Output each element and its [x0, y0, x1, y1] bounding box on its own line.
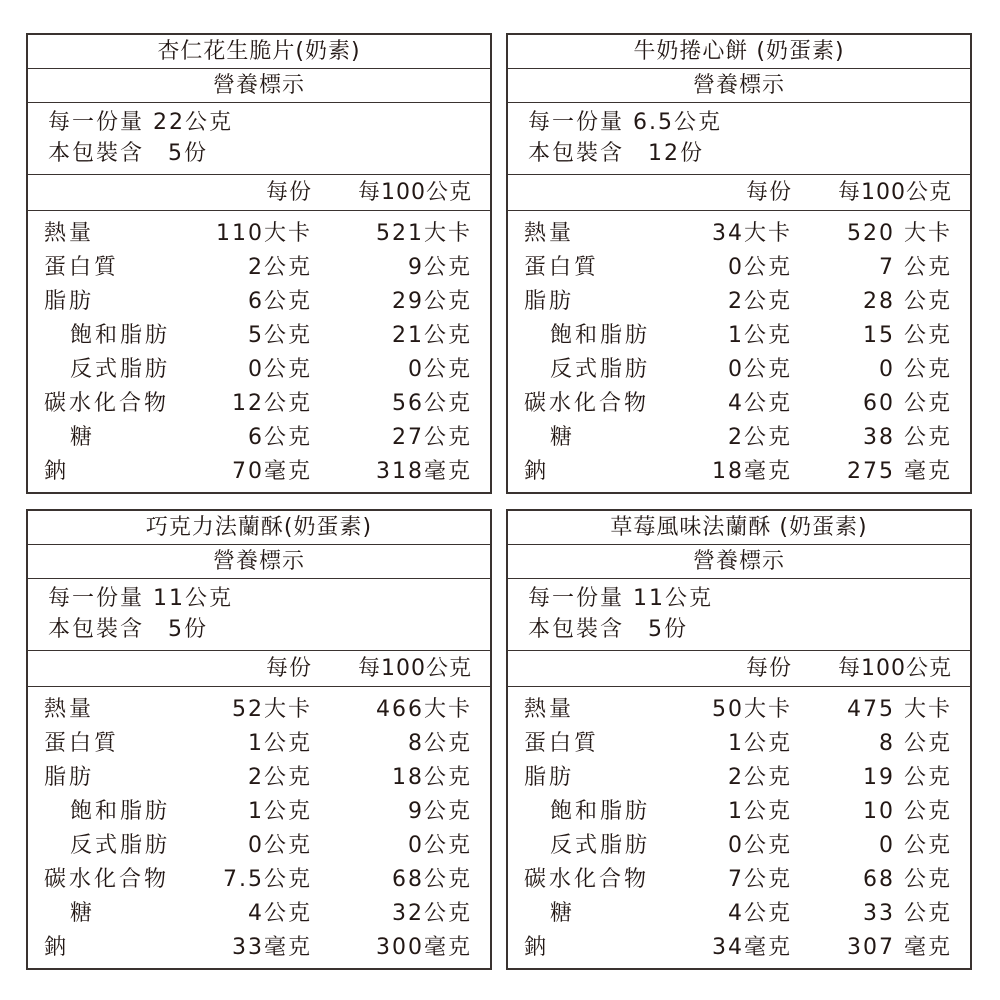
- nutrition-panel-2: [506, 33, 972, 494]
- per-100g-value: 29公克: [392, 289, 472, 314]
- nutrient-row-fat: [28, 761, 490, 795]
- per-100g-value: 475 大卡: [847, 697, 952, 722]
- nutrient-rows: [28, 687, 490, 965]
- product-title: 牛奶捲心餅 (奶蛋素): [508, 35, 970, 69]
- nutrient-row-trans-fat: [28, 353, 490, 387]
- nutrient-row-carbohydrate: [28, 863, 490, 897]
- nutrient-row-energy: [28, 217, 490, 251]
- nutrient-row-fat: [508, 285, 970, 319]
- nutrient-label: 蛋白質: [524, 731, 600, 756]
- nutrient-label: 飽和脂肪: [70, 323, 171, 348]
- per-100g-value: 8 公克: [879, 731, 952, 756]
- per-100g-value: 33 公克: [863, 901, 952, 926]
- per-serving-value: 1公克: [728, 799, 792, 824]
- per-100g-value: 275 毫克: [847, 459, 952, 484]
- nutrient-row-protein: [28, 727, 490, 761]
- per-serving-value: 50大卡: [712, 697, 792, 722]
- per-serving-value: 0公克: [248, 357, 312, 382]
- per-serving-header: 每份: [265, 656, 312, 681]
- nutrient-row-energy: [508, 693, 970, 727]
- servings-per-package: 本包裝含 5份: [528, 617, 688, 642]
- nutrient-row-saturated-fat: [508, 319, 970, 353]
- serving-info: [28, 103, 490, 175]
- per-100g-value: 15 公克: [863, 323, 952, 348]
- per-100g-value: 300毫克: [376, 935, 472, 960]
- nutrient-label: 反式脂肪: [550, 833, 651, 858]
- per-serving-value: 0公克: [728, 357, 792, 382]
- column-header: [508, 175, 970, 211]
- per-100g-value: 0公克: [408, 357, 472, 382]
- nutrient-label: 熱量: [44, 697, 95, 722]
- per-100g-value: 19 公克: [863, 765, 952, 790]
- per-serving-value: 110大卡: [216, 221, 312, 246]
- nutrient-row-sodium: [28, 455, 490, 489]
- per-serving-value: 0公克: [728, 833, 792, 858]
- nutrient-label: 碳水化合物: [44, 867, 170, 892]
- per-serving-value: 0公克: [248, 833, 312, 858]
- nutrient-label: 飽和脂肪: [550, 323, 651, 348]
- per-serving-value: 0公克: [728, 255, 792, 280]
- per-serving-value: 5公克: [248, 323, 312, 348]
- serving-size: 每一份量 11公克: [528, 586, 713, 611]
- nutrient-row-sodium: [28, 931, 490, 965]
- nutrient-row-sugar: [508, 421, 970, 455]
- nutrient-label: 蛋白質: [524, 255, 600, 280]
- per-100g-value: 56公克: [392, 391, 472, 416]
- per-100g-value: 68 公克: [863, 867, 952, 892]
- per-100g-value: 0 公克: [879, 833, 952, 858]
- per-100g-value: 27公克: [392, 425, 472, 450]
- per-serving-value: 7.5公克: [223, 867, 312, 892]
- nutrient-row-energy: [28, 693, 490, 727]
- nutrient-label: 飽和脂肪: [70, 799, 171, 824]
- serving-info: [508, 579, 970, 651]
- nutrient-label: 蛋白質: [44, 731, 120, 756]
- serving-size: 每一份量 11公克: [48, 586, 233, 611]
- per-serving-value: 1公克: [248, 799, 312, 824]
- per-100g-value: 521大卡: [376, 221, 472, 246]
- per-serving-value: 34大卡: [712, 221, 792, 246]
- nutrient-row-protein: [508, 251, 970, 285]
- nutrient-label: 碳水化合物: [524, 391, 650, 416]
- nutrition-panel-4: [506, 509, 972, 970]
- nutrient-row-trans-fat: [508, 353, 970, 387]
- nutrient-label: 鈉: [524, 935, 550, 960]
- nutrient-row-sugar: [28, 897, 490, 931]
- nutrition-facts-heading: 營養標示: [508, 69, 970, 103]
- nutrient-label: 熱量: [524, 221, 575, 246]
- nutrient-row-carbohydrate: [508, 863, 970, 897]
- nutrient-label: 脂肪: [524, 289, 575, 314]
- nutrient-row-trans-fat: [28, 829, 490, 863]
- per-serving-value: 4公克: [728, 901, 792, 926]
- product-title: 草莓風味法蘭酥 (奶蛋素): [508, 511, 970, 545]
- nutrient-row-sugar: [28, 421, 490, 455]
- nutrient-label: 熱量: [524, 697, 575, 722]
- nutrient-row-protein: [28, 251, 490, 285]
- per-serving-header: 每份: [265, 180, 312, 205]
- per-serving-value: 2公克: [248, 255, 312, 280]
- nutrient-label: 蛋白質: [44, 255, 120, 280]
- nutrient-label: 糖: [550, 425, 576, 450]
- per-100g-value: 307 毫克: [847, 935, 952, 960]
- per-100g-value: 21公克: [392, 323, 472, 348]
- nutrient-label: 反式脂肪: [550, 357, 651, 382]
- per-100g-header: 每100公克: [358, 180, 472, 205]
- nutrition-facts-heading: 營養標示: [28, 545, 490, 579]
- per-serving-value: 7公克: [728, 867, 792, 892]
- per-100g-value: 68公克: [392, 867, 472, 892]
- per-serving-value: 12公克: [232, 391, 312, 416]
- nutrient-label: 脂肪: [44, 289, 95, 314]
- nutrient-row-sodium: [508, 931, 970, 965]
- serving-size: 每一份量 22公克: [48, 110, 233, 135]
- per-100g-value: 0 公克: [879, 357, 952, 382]
- nutrient-row-protein: [508, 727, 970, 761]
- per-100g-value: 9公克: [408, 799, 472, 824]
- serving-size: 每一份量 6.5公克: [528, 110, 722, 135]
- per-100g-value: 0公克: [408, 833, 472, 858]
- per-100g-header: 每100公克: [838, 180, 952, 205]
- per-serving-value: 1公克: [248, 731, 312, 756]
- per-100g-value: 60 公克: [863, 391, 952, 416]
- nutrient-label: 鈉: [44, 459, 70, 484]
- column-header: [508, 651, 970, 687]
- per-100g-value: 520 大卡: [847, 221, 952, 246]
- nutrient-row-carbohydrate: [28, 387, 490, 421]
- nutrient-label: 反式脂肪: [70, 357, 171, 382]
- per-serving-value: 33毫克: [232, 935, 312, 960]
- column-header: [28, 175, 490, 211]
- nutrient-label: 糖: [550, 901, 576, 926]
- nutrient-label: 反式脂肪: [70, 833, 171, 858]
- per-100g-value: 18公克: [392, 765, 472, 790]
- per-serving-value: 2公克: [728, 425, 792, 450]
- product-title: 杏仁花生脆片(奶素): [28, 35, 490, 69]
- column-header: [28, 651, 490, 687]
- nutrient-row-saturated-fat: [28, 319, 490, 353]
- nutrient-row-fat: [28, 285, 490, 319]
- nutrient-label: 鈉: [524, 459, 550, 484]
- per-serving-value: 34毫克: [712, 935, 792, 960]
- per-100g-value: 38 公克: [863, 425, 952, 450]
- per-100g-value: 318毫克: [376, 459, 472, 484]
- per-serving-value: 4公克: [728, 391, 792, 416]
- per-serving-value: 6公克: [248, 289, 312, 314]
- per-serving-value: 52大卡: [232, 697, 312, 722]
- nutrient-label: 碳水化合物: [524, 867, 650, 892]
- nutrition-panel-1: [26, 33, 492, 494]
- nutrient-label: 糖: [70, 901, 96, 926]
- servings-per-package: 本包裝含 5份: [48, 617, 208, 642]
- per-serving-value: 2公克: [728, 289, 792, 314]
- nutrient-label: 飽和脂肪: [550, 799, 651, 824]
- nutrient-label: 脂肪: [524, 765, 575, 790]
- nutrient-label: 碳水化合物: [44, 391, 170, 416]
- per-100g-value: 7 公克: [879, 255, 952, 280]
- serving-info: [28, 579, 490, 651]
- nutrient-row-saturated-fat: [508, 795, 970, 829]
- per-serving-value: 1公克: [728, 323, 792, 348]
- per-serving-value: 1公克: [728, 731, 792, 756]
- nutrient-row-energy: [508, 217, 970, 251]
- servings-per-package: 本包裝含 12份: [528, 141, 704, 166]
- per-100g-value: 9公克: [408, 255, 472, 280]
- nutrient-row-fat: [508, 761, 970, 795]
- nutrient-row-sugar: [508, 897, 970, 931]
- per-serving-header: 每份: [745, 180, 792, 205]
- servings-per-package: 本包裝含 5份: [48, 141, 208, 166]
- nutrient-row-trans-fat: [508, 829, 970, 863]
- nutrient-row-saturated-fat: [28, 795, 490, 829]
- per-100g-header: 每100公克: [358, 656, 472, 681]
- nutrient-row-carbohydrate: [508, 387, 970, 421]
- product-title: 巧克力法蘭酥(奶蛋素): [28, 511, 490, 545]
- per-serving-value: 2公克: [728, 765, 792, 790]
- nutrient-rows: [28, 211, 490, 489]
- per-100g-header: 每100公克: [838, 656, 952, 681]
- per-serving-value: 70毫克: [232, 459, 312, 484]
- per-100g-value: 28 公克: [863, 289, 952, 314]
- nutrient-label: 熱量: [44, 221, 95, 246]
- nutrition-facts-heading: 營養標示: [508, 545, 970, 579]
- per-100g-value: 32公克: [392, 901, 472, 926]
- nutrient-label: 糖: [70, 425, 96, 450]
- per-100g-value: 8公克: [408, 731, 472, 756]
- serving-info: [508, 103, 970, 175]
- per-serving-header: 每份: [745, 656, 792, 681]
- per-serving-value: 6公克: [248, 425, 312, 450]
- per-100g-value: 10 公克: [863, 799, 952, 824]
- nutrient-label: 脂肪: [44, 765, 95, 790]
- nutrient-label: 鈉: [44, 935, 70, 960]
- per-100g-value: 466大卡: [376, 697, 472, 722]
- nutrient-rows: [508, 211, 970, 489]
- per-serving-value: 18毫克: [712, 459, 792, 484]
- nutrition-facts-heading: 營養標示: [28, 69, 490, 103]
- per-serving-value: 2公克: [248, 765, 312, 790]
- nutrition-panel-3: [26, 509, 492, 970]
- nutrient-row-sodium: [508, 455, 970, 489]
- nutrient-rows: [508, 687, 970, 965]
- per-serving-value: 4公克: [248, 901, 312, 926]
